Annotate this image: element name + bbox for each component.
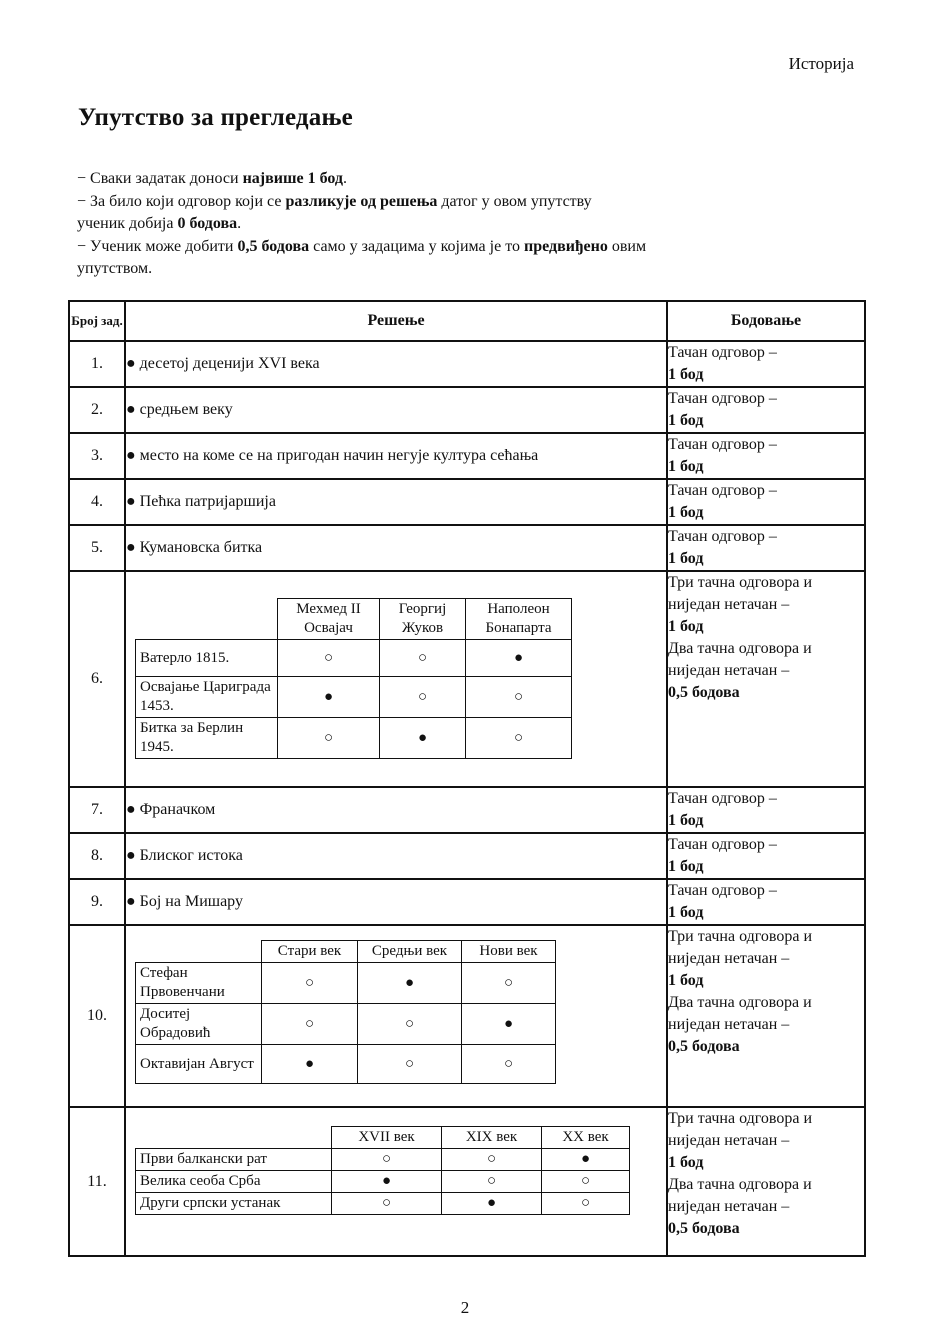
subtable-column-header: Нови век xyxy=(462,941,556,963)
instruction-line xyxy=(77,258,797,281)
instruction-line xyxy=(77,168,797,191)
answer-subtable xyxy=(135,598,572,759)
subtable-column-header: Георгиј Жуков xyxy=(380,599,466,640)
filled-circle-icon: ● xyxy=(332,1171,442,1193)
empty-circle-icon: ○ xyxy=(462,963,556,1004)
scoring-points: 1 бод xyxy=(668,366,704,383)
subtable-row-label: Велика сеоба Срба xyxy=(136,1171,332,1193)
scoring-text: ниједан нетачан – xyxy=(668,1016,790,1033)
subtable-corner xyxy=(136,599,278,640)
subtable-row-label: Освајање Цариграда 1453. xyxy=(136,677,278,718)
scoring-text: Тачан одговор – xyxy=(668,836,777,853)
instruction-text: − Сваки задатак доноси xyxy=(77,170,243,187)
scoring-points: 0,5 бодова xyxy=(668,1038,740,1055)
instruction-emphasis: предвиђено xyxy=(523,237,608,255)
empty-circle-icon: ○ xyxy=(262,1004,358,1045)
scoring-cell xyxy=(667,525,865,571)
empty-circle-icon: ○ xyxy=(462,1045,556,1084)
task-number: 9. xyxy=(69,879,125,925)
subtable-row-label: Доситеј Обрадовић xyxy=(136,1004,262,1045)
scoring-points: 1 бод xyxy=(668,972,704,989)
table-row xyxy=(69,925,865,1107)
empty-circle-icon: ○ xyxy=(542,1193,630,1215)
solution-cell: ● место на коме се на пригодан начин негује култура сећања xyxy=(125,433,667,479)
subtable-column-header: Наполеон Бонапарта xyxy=(466,599,572,640)
subtable-column-header: Мехмед II Освајач xyxy=(278,599,380,640)
scoring-text: ниједан нетачан – xyxy=(668,950,790,967)
instruction-emphasis: највише 1 бод xyxy=(242,170,343,187)
scoring-cell xyxy=(667,879,865,925)
filled-circle-icon: ● xyxy=(380,718,466,759)
scoring-text: Два тачна одговора и xyxy=(668,640,812,657)
subtable-row xyxy=(136,677,572,718)
instruction-text: упутством. xyxy=(77,260,153,277)
instruction-text: . xyxy=(343,170,347,187)
subtable-column-header: Стари век xyxy=(262,941,358,963)
empty-circle-icon: ○ xyxy=(278,718,380,759)
solution-cell: ● Бој на Мишару xyxy=(125,879,667,925)
table-row xyxy=(69,479,865,525)
subtable-row-label: Битка за Берлин 1945. xyxy=(136,718,278,759)
subtable-row xyxy=(136,1193,630,1215)
instruction-text: − За било који одговор који се xyxy=(77,192,286,210)
table-row xyxy=(69,787,865,833)
task-number: 11. xyxy=(69,1107,125,1256)
task-number: 5. xyxy=(69,525,125,571)
page-title: Упутство за прегледање xyxy=(78,104,353,131)
instruction-emphasis: 0 бодова xyxy=(177,215,238,232)
task-number: 2. xyxy=(69,387,125,433)
empty-circle-icon: ○ xyxy=(332,1149,442,1171)
instruction-emphasis: 0,5 бодова xyxy=(237,237,310,255)
subtable-column-header: XX век xyxy=(542,1127,630,1149)
header-scoring: Бодовање xyxy=(667,301,865,341)
empty-circle-icon: ○ xyxy=(332,1193,442,1215)
task-number: 8. xyxy=(69,833,125,879)
table-row xyxy=(69,571,865,787)
scoring-text: Три тачна одговора и xyxy=(668,1110,813,1127)
subtable-corner xyxy=(136,1127,332,1149)
empty-circle-icon: ○ xyxy=(380,677,466,718)
solution-cell: ● Кумановска битка xyxy=(125,525,667,571)
empty-circle-icon: ○ xyxy=(442,1171,542,1193)
scoring-text: ниједан нетачан – xyxy=(668,1132,790,1149)
table-row xyxy=(69,387,865,433)
scoring-text: ниједан нетачан – xyxy=(668,596,790,613)
instruction-text: датог у овом упутству xyxy=(437,192,592,210)
instruction-emphasis: разликује од решења xyxy=(285,192,438,210)
table-row xyxy=(69,341,865,387)
subtable-row-label: Октавијан Август xyxy=(136,1045,262,1084)
filled-circle-icon: ● xyxy=(442,1193,542,1215)
scoring-text: Три тачна одговора и xyxy=(668,574,813,591)
filled-circle-icon: ● xyxy=(542,1149,630,1171)
answer-subtable xyxy=(135,1126,630,1215)
scoring-points: 1 бод xyxy=(668,1154,704,1171)
scoring-text: Тачан одговор – xyxy=(668,390,777,407)
subtable-corner xyxy=(136,941,262,963)
instruction-text: овим xyxy=(607,237,647,255)
scoring-text: Два тачна одговора и xyxy=(668,1176,812,1193)
instruction-text: само у задацима у којима је то xyxy=(309,237,524,255)
table-row xyxy=(69,833,865,879)
solution-cell: ● десетој деценији XVI века xyxy=(125,341,667,387)
solution-cell: ● Франачком xyxy=(125,787,667,833)
solution-cell: ● Блиског истока xyxy=(125,833,667,879)
header-solution: Решење xyxy=(125,301,667,341)
scoring-points: 0,5 бодова xyxy=(668,684,740,701)
subtable-row xyxy=(136,640,572,677)
subtable-row xyxy=(136,718,572,759)
subtable-row xyxy=(136,1149,630,1171)
subtable-row xyxy=(136,1004,556,1045)
scoring-points: 1 бод xyxy=(668,858,704,875)
filled-circle-icon: ● xyxy=(462,1004,556,1045)
empty-circle-icon: ○ xyxy=(466,718,572,759)
solution-cell: ● средњем веку xyxy=(125,387,667,433)
empty-circle-icon: ○ xyxy=(542,1171,630,1193)
task-number: 7. xyxy=(69,787,125,833)
scoring-points: 1 бод xyxy=(668,412,704,429)
filled-circle-icon: ● xyxy=(262,1045,358,1084)
empty-circle-icon: ○ xyxy=(262,963,358,1004)
scoring-text: Тачан одговор – xyxy=(668,482,777,499)
scoring-points: 1 бод xyxy=(668,550,704,567)
empty-circle-icon: ○ xyxy=(278,640,380,677)
solution-cell xyxy=(125,1107,667,1256)
instructions xyxy=(77,168,797,281)
solution-cell xyxy=(125,571,667,787)
subtable-row-label: Други српски устанак xyxy=(136,1193,332,1215)
task-number: 3. xyxy=(69,433,125,479)
scoring-text: Тачан одговор – xyxy=(668,528,777,545)
solution-cell xyxy=(125,925,667,1107)
table-header-row xyxy=(69,301,865,341)
subject-header: Историја xyxy=(788,54,854,73)
instruction-line xyxy=(77,213,797,236)
scoring-points: 0,5 бодова xyxy=(668,1220,740,1237)
scoring-cell xyxy=(667,571,865,787)
scoring-points: 1 бод xyxy=(668,458,704,475)
scoring-text: ниједан нетачан – xyxy=(668,1198,790,1215)
scoring-text: ниједан нетачан – xyxy=(668,662,790,679)
instruction-text: . xyxy=(237,215,242,232)
scoring-cell xyxy=(667,925,865,1107)
table-row xyxy=(69,1107,865,1256)
subtable-row-label: Стефан Првовенчани xyxy=(136,963,262,1004)
subtable-row xyxy=(136,1171,630,1193)
subtable-column-header: XVII век xyxy=(332,1127,442,1149)
table-row xyxy=(69,879,865,925)
task-number: 4. xyxy=(69,479,125,525)
scoring-text: Тачан одговор – xyxy=(668,436,777,453)
scoring-cell xyxy=(667,433,865,479)
subtable-row-label: Први балкански рат xyxy=(136,1149,332,1171)
empty-circle-icon: ○ xyxy=(380,640,466,677)
filled-circle-icon: ● xyxy=(278,677,380,718)
task-number: 6. xyxy=(69,571,125,787)
task-number: 1. xyxy=(69,341,125,387)
answer-subtable xyxy=(135,940,556,1084)
empty-circle-icon: ○ xyxy=(442,1149,542,1171)
scoring-cell xyxy=(667,787,865,833)
subtable-column-header: XIX век xyxy=(442,1127,542,1149)
scoring-text: Тачан одговор – xyxy=(668,882,777,899)
scoring-cell xyxy=(667,387,865,433)
empty-circle-icon: ○ xyxy=(358,1004,462,1045)
scoring-cell xyxy=(667,479,865,525)
filled-circle-icon: ● xyxy=(466,640,572,677)
subtable-row xyxy=(136,1045,556,1084)
instruction-text: − Ученик може добити xyxy=(77,237,238,255)
table-row xyxy=(69,525,865,571)
scoring-cell xyxy=(667,341,865,387)
scoring-cell xyxy=(667,1107,865,1256)
table-row xyxy=(69,433,865,479)
subtable-row-label: Ватерло 1815. xyxy=(136,640,278,677)
scoring-points: 1 бод xyxy=(668,618,704,635)
scoring-cell xyxy=(667,833,865,879)
page-number: 2 xyxy=(460,1298,470,1317)
subtable-column-header: Средњи век xyxy=(358,941,462,963)
empty-circle-icon: ○ xyxy=(466,677,572,718)
empty-circle-icon: ○ xyxy=(358,1045,462,1084)
instruction-text: ученик добија xyxy=(77,215,178,232)
grading-table xyxy=(68,300,866,1257)
task-number: 10. xyxy=(69,925,125,1107)
scoring-text: Тачан одговор – xyxy=(668,344,777,361)
scoring-points: 1 бод xyxy=(668,812,704,829)
scoring-points: 1 бод xyxy=(668,504,704,521)
header-number: Број зад. xyxy=(69,301,125,341)
scoring-text: Тачан одговор – xyxy=(668,790,777,807)
scoring-text: Три тачна одговора и xyxy=(668,928,813,945)
solution-cell: ● Пећка патријаршија xyxy=(125,479,667,525)
scoring-points: 1 бод xyxy=(668,904,704,921)
filled-circle-icon: ● xyxy=(358,963,462,1004)
scoring-text: Два тачна одговора и xyxy=(668,994,812,1011)
instruction-line xyxy=(77,236,797,259)
subtable-row xyxy=(136,963,556,1004)
instruction-line xyxy=(77,191,797,214)
